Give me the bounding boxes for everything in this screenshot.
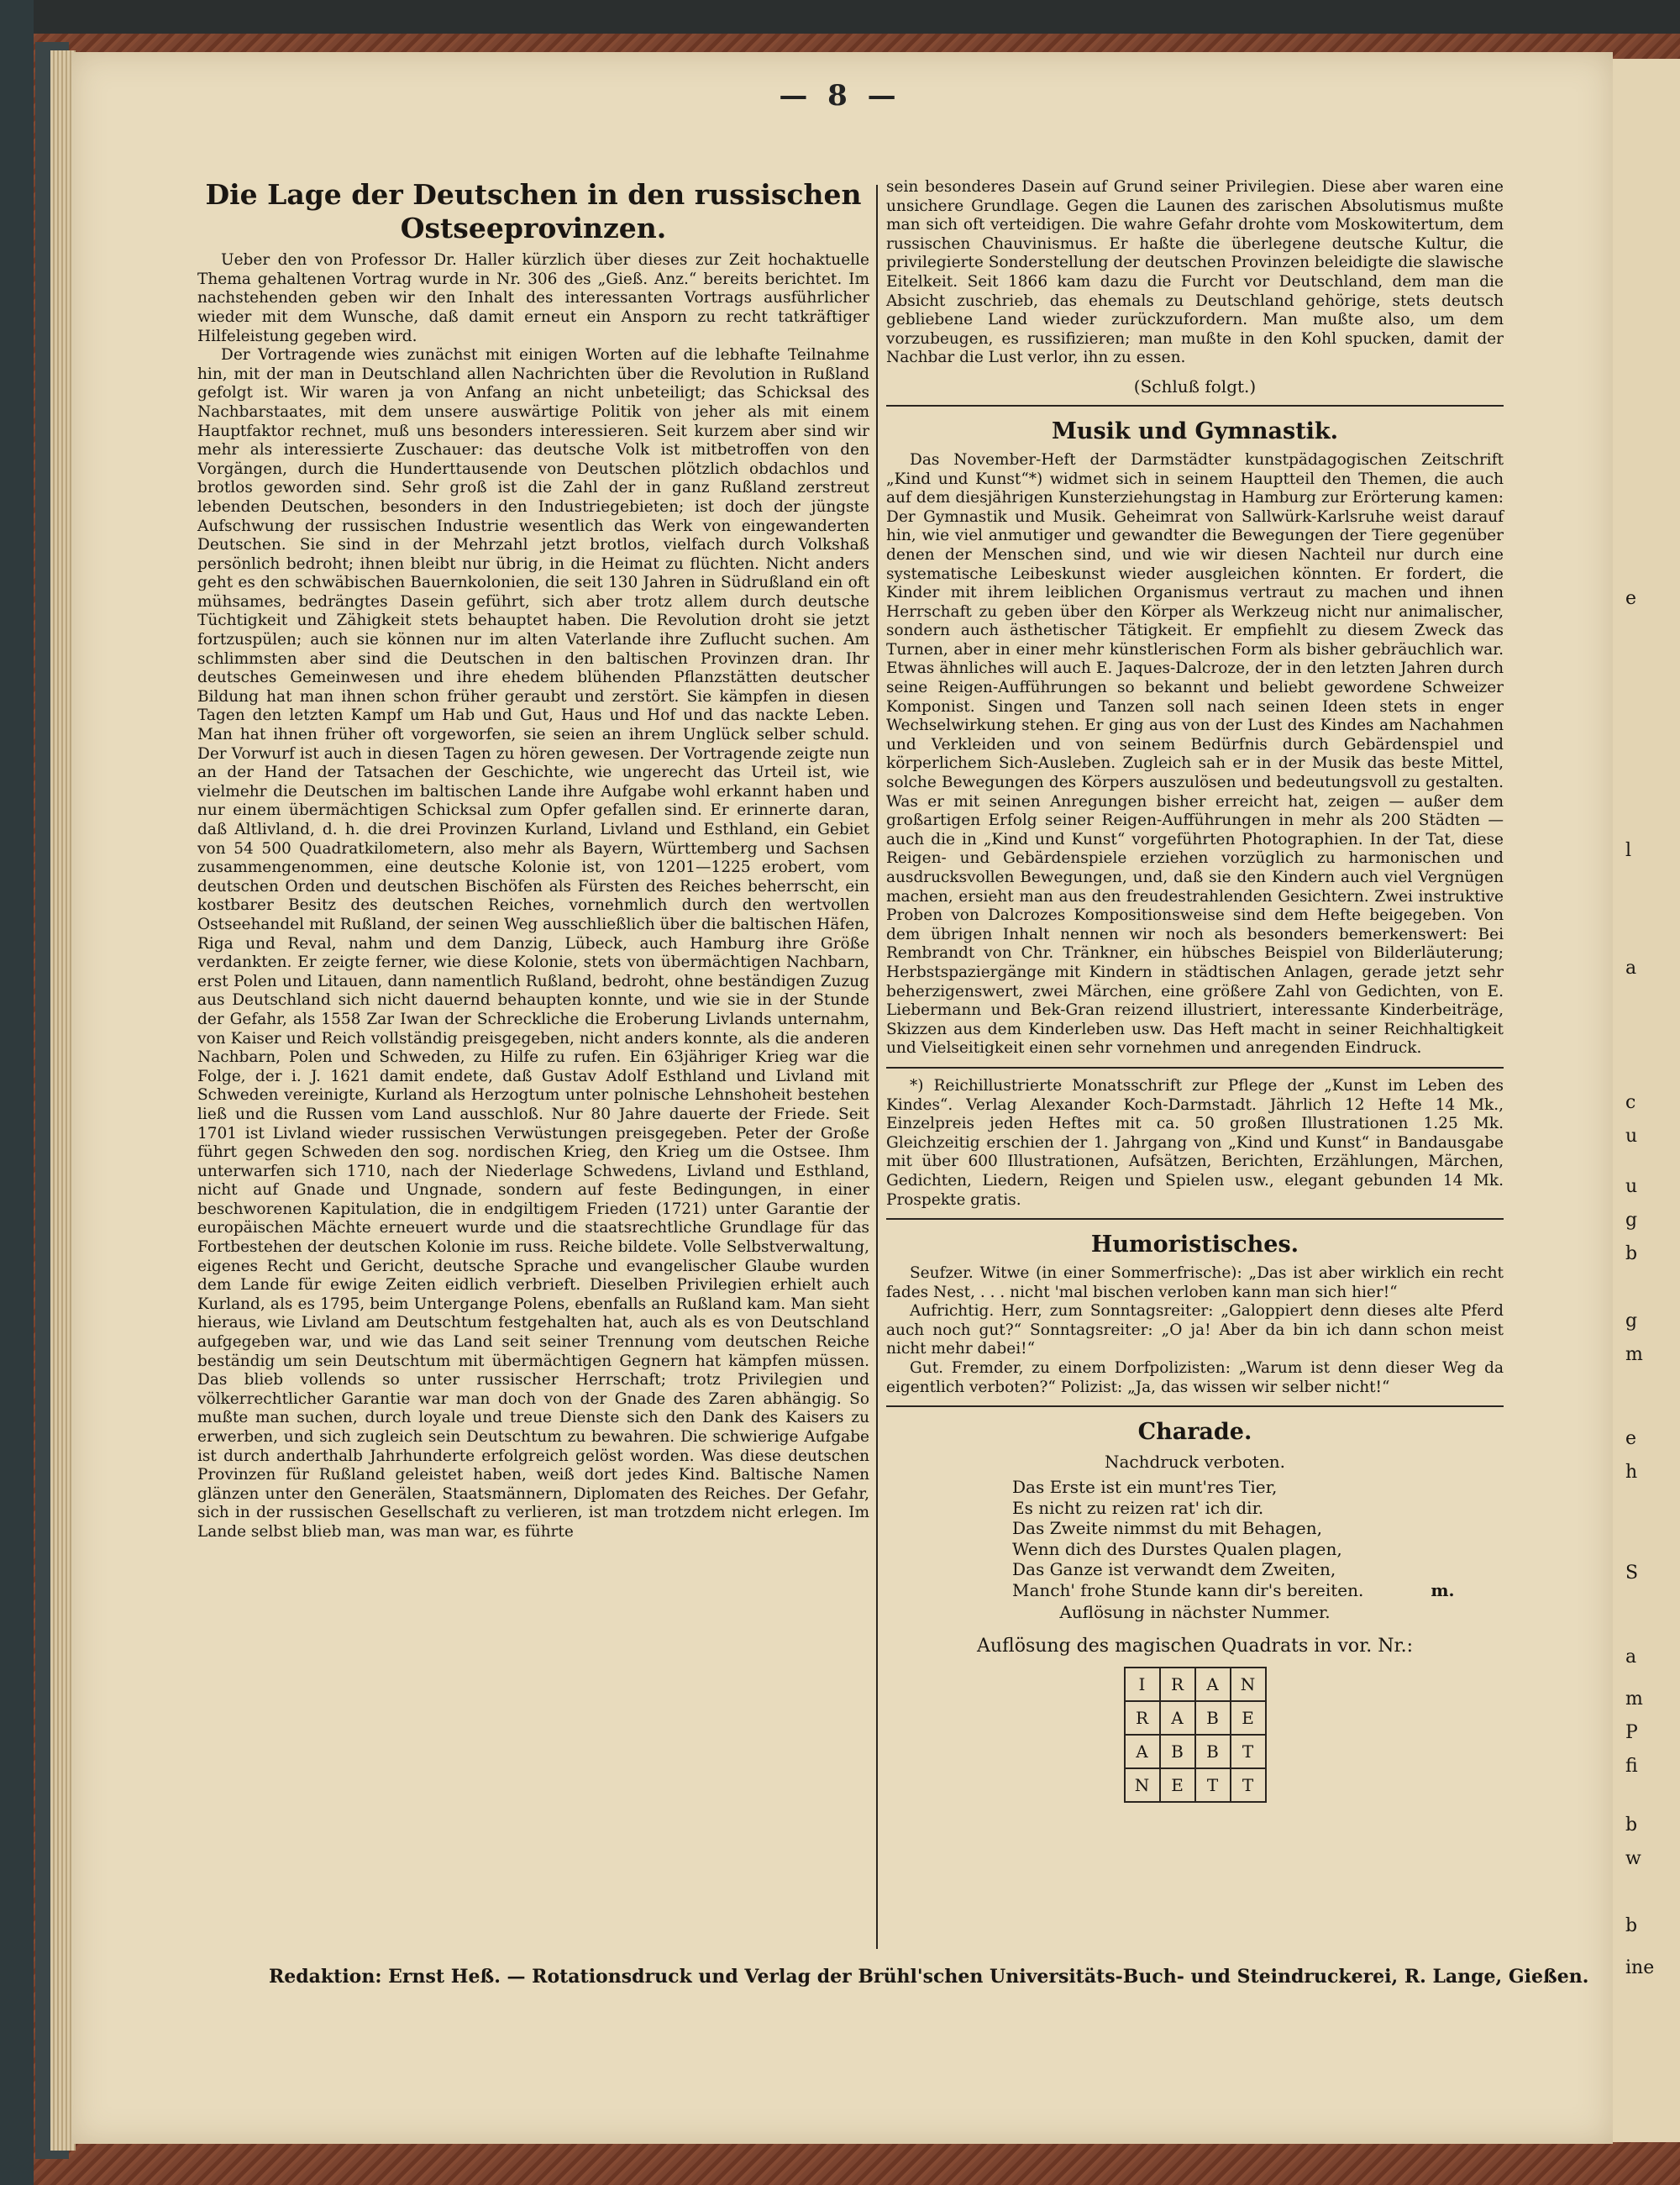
square-cell: T [1231, 1768, 1266, 1802]
charade-note: Nachdruck verboten. [1104, 1452, 1286, 1473]
fragment: w [1625, 1848, 1641, 1869]
footnote-divider [886, 1067, 1504, 1069]
right-column [886, 178, 1504, 1803]
section-divider [886, 405, 1504, 407]
fragment: l [1625, 840, 1632, 861]
fragment: h [1625, 1462, 1638, 1483]
fragment: u [1625, 1176, 1638, 1197]
square-cell: N [1231, 1668, 1266, 1701]
musik-body: Das November-Heft der Darmstädter kunstpädagogischen Zeitschrift „Kind und Kunst“*) widmet sich in seinem Hauptteil den Themen, die auch auf dem diesjährigen Kunsterziehungstag in Hamburg zur Erörterung kamen: Der Gymnastik und Musik. Geheimrat von Sallwürk-Karlsruhe weist darauf hin, wie viel anmutiger und gewandter die Bewegungen der Tiere gegenüber denen der Menschen sind, und wie wir diesen Nachteil nur durch eine systematische Leibeskunst wieder ausgleichen könnten. Er fordert, die Kinder mit ihrem leiblichen Organismus vertraut zu machen und ihnen Herrschaft zu geben über den Körper als Werkzeug nicht nur animalischer, sondern auch ästhetischer Tätigkeit. Er empfiehlt zu diesem Zweck das Turnen, aber in einer mehr künstlerischen Form als bisher gebräuchlich war. Etwas ähnliches will auch E. Jaques-Dalcroze, der in den letzten Jahren durch seine Reigen-Aufführungen so bekannt und beliebt gewordene Schweizer Komponist. Singen und Tanzen soll nach seinen Ideen stets in enger Wechselwirkung stehen. Er ging aus von der Lust des Kindes am Nachahmen und Verkleiden und von seinem Bedürfnis durch Gebärdenspiel und körperlichem Sich-Ausleben. Zugleich sah er in der Musik das beste Mittel, solche Bewegungen des Körpers auszulösen und bedeutungsvoll zu gestalten. Was er mit seinen Anregungen bisher erreicht hat, zeigen — außer dem großartigen Erfolg seiner Reigen-Aufführungen in mehr als 200 Städten — auch die in „Kind und Kunst“ vorgeführten Photographien. In der Tat, diese Reigen- und Gebärdenspiele erziehen vorzüglich zu harmonischen und ausdrucksvollen Bewegungen, und, daß sie den Kindern auch viel Vergnügen machen, ersieht man aus den freudestrahlenden Gesichtern. Zwei instruktive Proben von Dalcrozes Kompositionsweise sind dem Hefte beigegeben. Von dem übrigen Inhalt nennen wir noch als besonders bemerkenswert: Bei Rembrandt von Chr. Tränkner, ein hübsches Beispiel von Bilderläuterung; Herbstspaziergänge mit Kindern in städtischen Anlagen, gerade jetzt sehr beherzigenswert, zwei Märchen, eine größere Zahl von Gedichten, von E. Liebermann und Bek-Gran reizend illustriert, interessante Kinderbeiträge, Skizzen aus dem Kinderleben usw. Das Heft macht in seiner Reichhaltigkeit und Vielseitigkeit einen sehr vornehmen und anregenden Eindruck. [886, 450, 1504, 1058]
musik-title: Musik und Gymnastik. [1051, 418, 1339, 444]
square-cell: R [1160, 1668, 1195, 1701]
square-cell: B [1195, 1701, 1231, 1735]
square-cell: B [1160, 1735, 1195, 1768]
next-page [1609, 59, 1680, 2142]
column-divider [876, 185, 878, 1949]
poem-line: Das Zweite nimmst du mit Behagen, [1012, 1518, 1322, 1539]
fragment: e [1625, 1428, 1637, 1449]
poem-line: Es nicht zu reizen rat' ich dir. [1012, 1497, 1264, 1518]
square-cell: N [1125, 1768, 1160, 1802]
humor-item: Seufzer. Witwe (in einer Sommerfrische): „Das ist aber wirklich ein recht fades Nest, . . . nicht 'mal bischen verloben kann man sich hier!“ [886, 1264, 1504, 1301]
article-title: Die Lage der Deutschen in den russischen Ostseeprovinzen. [205, 178, 862, 244]
square-cell: B [1195, 1735, 1231, 1768]
charade-author: m. [1431, 1579, 1455, 1600]
charade-title: Charade. [1137, 1419, 1252, 1446]
poem-last-line: Manch' frohe Stunde kann dir's bereiten. [1012, 1579, 1364, 1600]
square-cell: R [1125, 1701, 1160, 1735]
solution-note: Auflösung in nächster Nummer. [1059, 1602, 1331, 1623]
fragment: a [1625, 958, 1637, 979]
article-paragraph: Der Vortragende wies zunächst mit einigen Worten auf die lebhafte Teilnahme hin, mit der man in Deutschland allen Nachrichten über die Revolution in Rußland gefolgt ist. Wir waren ja von Anfang an nicht unbeteiligt; das Schicksal des Nachbarstaates, mit dem unsere auswärtige Politik von jeher als mit einem Hauptfaktor rechnet, muß uns besonders interessieren. Seit kurzem aber sind wir mehr als interessierte Zuschauer: das deutsche Volk ist mitbetroffen von den Vorgängen, durch die Hunderttausende von Deutschen plötzlich obdachlos und brotlos geworden sind. Sehr groß ist die Zahl der in ganz Rußland zerstreut lebenden Deutschen, besonders in den Industriegebieten; ist doch der jüngste Aufschwung der russischen Industrie wesentlich das Werk von eingewanderten Deutschen. Sie sind in der Mehrzahl jetzt brotlos, vielfach durch Volkshaß persönlich bedroht; ihnen bleibt nur übrig, in die Heimat zu flüchten. Nicht anders geht es den schwäbischen Bauernkolonien, die seit 130 Jahren in Südrußland ein oft mühsames, bedrängtes Dasein geführt, sich aber trotz allem durch deutsche Tüchtigkeit und Zähigkeit stets behauptet haben. Die Revolution droht sie jetzt fortzuspülen; auch sie können nur im alten Vaterlande ihre Zuflucht suchen. Am schlimmsten aber sind die Deutschen in den baltischen Provinzen dran. Ihr deutsches Gemeinwesen und ihre ehedem blühenden Pflanzstätten deutscher Bildung hat man ihnen schon früher geraubt und zerstört. Sie kämpfen in diesen Tagen den letzten Kampf um Hab und Gut, Haus und Hof und das nackte Leben. Man hat ihnen früher oft vorgeworfen, sie seien an ihrem Unglück selber schuld. Der Vorwurf ist auch in diesen Tagen zu hören gewesen. Der Vortragende zeigte nun an der Hand der Tatsachen der Geschichte, wie ungerecht das Urteil ist, wie vielmehr die Deutschen im baltischen Lande ihre Aufgabe wohl erkannt haben und nur einem übermächtigen Schicksal zum Opfer gefallen sind. Er erinnerte daran, daß Altlivland, d. h. die drei Provinzen Kurland, Livland und Esthland, ein Gebiet von 54 500 Quadratkilometern, also mehr als Bayern, Württemberg und Sachsen zusammengenommen, eine deutsche Kolonie ist, von 1201—1225 erobert, vom deutschen Orden und deutschen Bischöfen als Fürsten des Reiches beherrscht, ein kostbarer Besitz des deutschen Reiches, vornehmlich durch den wertvollen Ostseehandel mit Rußland, der seinen Weg ausschließlich über die baltischen Häfen, Riga und Reval, nahm und dem Danzig, Lübeck, auch Hamburg ihre Größe verdankten. Er zeigte ferner, wie diese Kolonie, stets von übermächtigen Nachbarn, erst Polen und Litauen, dann namentlich Rußland, bedroht, ohne beständigen Zuzug aus Deutschland sich nicht dauernd behaupten konnte, und wie sie in der Stunde der Gefahr, als 1558 Zar Iwan der Schreckliche die Eroberung Livlands unternahm, von Kaiser und Reich vollständig preisgegeben, nicht anders konnte, als die anderen Nachbarn, Polen und Schweden, zu Hilfe zu rufen. Ein 63jähriger Krieg war die Folge, der i. J. 1621 damit endete, daß Gustav Adolf Esthland und Livland mit Schweden vereinigte, Kurland als Herzogtum unter polnische Lehnshoheit bestehen ließ und die Russen vom Land ausschloß. Nur 80 Jahre dauerte der Friede. Seit 1701 ist Livland wieder russischen Verwüstungen preisgegeben. Peter der Große führt gegen Schweden den sog. nordischen Krieg, den Krieg um die Ostsee. Ihm unterwarfen sich 1710, nach der Niederlage Schwedens, Livland und Esthland, nicht auf Gnade und Ungnade, sondern auf feste Bedingungen, in einer beschworenen Kapitulation, die in endgiltigem Frieden (1721) unter Garantie der europäischen Mächte erneuert wurde und die staatsrechtliche Grundlage für das Fortbestehen der deutschen Kolonie im russ. Reiche bildete. Volle Selbstverwaltung, eigenes Recht und Gericht, deutsche Sprache und evangelischer Glaube wurden dem Lande für ewige Zeiten eidlich verbrieft. Dieselben Privilegien erhielt auch Kurland, als es 1795, beim Untergange Polens, ebenfalls an Rußland kam. Man sieht hieraus, wie Livland am Deutschtum festgehalten hat, auch als es von Deutschland aufgegeben war, und wie das Land seit seiner Trennung vom deutschen Reiche beständig um sein Deutschtum mit übermächtigen Gegnern hat kämpfen müssen. Das blieb vollends so unter russischer Herrschaft; trotz Privilegien und völkerrechtlicher Garantie war man doch von der Gnade des Zaren abhängig. So mußte man suchen, durch loyale und treue Dienste sich den Dank des Kaisers zu erwerben, und sich zugleich sein Deutschtum zu bewahren. Die schwierige Aufgabe ist durch anderthalb Jahrhunderte erfolgreich gelöst worden. Was diese deutschen Provinzen für Rußland geleistet haben, weiß dort jedes Kind. Baltische Namen glänzen unter den Generälen, Staatsmännern, Diplomaten des Reiches. Der Gefahr, sich in der russischen Gesellschaft zu verlieren, ist man trotzdem nicht erlegen. Im Lande selbst blieb man, was man war, es führte [197, 346, 869, 1541]
magic-square-caption: Auflösung des magischen Quadrats in vor. Nr.: [977, 1636, 1413, 1657]
fragment: m [1625, 1344, 1643, 1365]
fragment: b [1625, 1243, 1638, 1264]
poem-line: Wenn dich des Durstes Qualen plagen, [1012, 1538, 1342, 1559]
page-number: — 8 — [779, 79, 901, 113]
fragment: e [1625, 588, 1637, 609]
imprint-footer: Redaktion: Ernst Heß. — Rotationsdruck und Verlag der Brühl'schen Universitäts-Buch- und Steindruckerei, R. Lange, Gießen. [269, 1966, 1589, 1988]
magic-square [1124, 1667, 1267, 1803]
section-divider [886, 1405, 1504, 1407]
fragment: c [1625, 1092, 1636, 1113]
fragment: P [1625, 1722, 1638, 1743]
article-paragraph: Ueber den von Professor Dr. Haller kürzlich über dieses zur Zeit hochaktuelle Thema gehaltenen Vortrag wurde in Nr. 306 des „Gieß. Anz.“ bereits berichtet. Im nachstehenden geben wir den Inhalt des interessanten Vortrags ausführlicher wieder mit dem Wunsche, daß damit erneut ein Ansporn zu recht tatkräftiger Hilfeleistung gegeben wird. [197, 251, 869, 345]
fragment: g [1625, 1310, 1638, 1331]
section-divider [886, 1218, 1504, 1220]
article-continuation: sein besonderes Dasein auf Grund seiner Privilegien. Diese aber waren eine unsichere Grundlage. Gegen die Launen des zarischen Absolutismus mußte man sich oft verteidigen. Die wahre Gefahr drohte vom Moskowitertum, dem russischen Chauvinismus. Er haßte die überlegene deutsche Kultur, die privilegierte Sonderstellung der deutschen Provinzen beleidigte die slawische Eitelkeit. Seit 1866 kam dazu die Furcht vor Deutschland, dem man die Absicht zuschrieb, das ehemals zu Deutschland gehörige, stets deutsch gebliebene Land wieder zurückzufordern. Man mußte also, um dem vorzubeugen, es russifizieren; man mußte in den Kohl spucken, damit der Nachbar die Lust verlor, ihn zu essen. [886, 178, 1504, 367]
poem-line [1012, 1580, 1504, 1601]
humor-item: Aufrichtig. Herr, zum Sonntagsreiter: „Galoppiert denn dieses alte Pferd auch noch gut?“ Sonntagsreiter: „O ja! Aber da bin ich dann schon meist nicht mehr dabei!“ [886, 1302, 1504, 1358]
continuation-note: (Schluß folgt.) [1133, 376, 1257, 397]
square-cell: T [1195, 1768, 1231, 1802]
square-cell: A [1160, 1701, 1195, 1735]
fragment: ine [1625, 1957, 1655, 1978]
musik-footnote: *) Reichillustrierte Monatsschrift zur Pflege der „Kunst im Leben des Kindes“. Verlag Alexander Koch-Darmstadt. Jährlich 12 Hefte 14 Mk., Einzelpreis jeden Heftes mit ca. 50 großen Illustrationen 1.25 Mk. Gleichzeitig erschien der 1. Jahrgang von „Kind und Kunst“ in Bandausgabe mit über 600 Illustrationen, Aufsätzen, Berichten, Erzählungen, Märchen, Gedichten, Liedern, Reigen und Spielen usw., elegant gebunden 14 Mk. Prospekte gratis. [886, 1076, 1504, 1209]
square-cell: E [1231, 1701, 1266, 1735]
poem-line: Das Erste ist ein munt'res Tier, [1012, 1477, 1278, 1498]
square-cell: I [1125, 1668, 1160, 1701]
left-column [197, 178, 869, 1542]
book-cover-edge [0, 0, 34, 2185]
square-cell: A [1125, 1735, 1160, 1768]
square-cell: T [1231, 1735, 1266, 1768]
fragment: u [1625, 1126, 1638, 1147]
humor-title: Humoristisches. [1090, 1232, 1299, 1258]
book-top-edge [34, 0, 1680, 34]
humor-item: Gut. Fremder, zu einem Dorfpolizisten: „Warum ist denn dieser Weg da eigentlich verboten?“ Polizist: „Ja, das wissen wir selber nicht!“ [886, 1359, 1504, 1396]
fragment: m [1625, 1689, 1643, 1710]
fragment: b [1625, 1915, 1638, 1936]
square-cell: E [1160, 1768, 1195, 1802]
charade-poem [1012, 1477, 1504, 1600]
fragment: fi [1625, 1756, 1638, 1777]
fragment: g [1625, 1210, 1638, 1231]
poem-line: Das Ganze ist verwandt dem Zweiten, [1012, 1559, 1336, 1580]
fragment: b [1625, 1815, 1638, 1836]
fragment: S [1625, 1563, 1639, 1584]
square-cell: A [1195, 1668, 1231, 1701]
fragment: a [1625, 1647, 1637, 1668]
